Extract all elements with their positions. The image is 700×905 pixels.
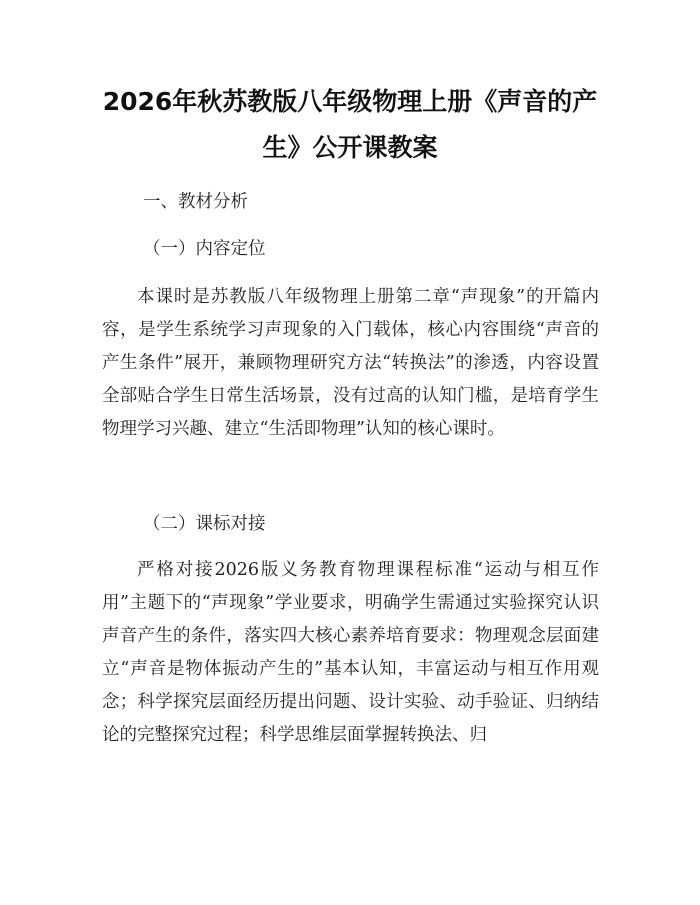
paragraph-content-positioning: 本课时是苏教版八年级物理上册第二章“声现象”的开篇内容，是学生系统学习声现象的入门载体，核心内容围绕“声音的产生条件”展开，兼顾物理研究方法“转换法”的渗透，内容设置全部贴合学生日常生活场景，没有过高的认知门槛，是培育学生物理学习兴趣、建立“生活即物理”认知的核心课时。 (102, 287, 599, 439)
document-title-line-2: 生》公开课教案 (262, 133, 438, 162)
paragraph-curriculum-alignment: 严格对接2026版义务教育物理课程标准“运动与相互作用”主题下的“声现象”学业要求，明确学生需通过实验探究认识声音产生的条件，落实四大核心素养培育要求：物理观念层面建立“声音是物体振动产生的”基本认知，丰富运动与相互作用观念；科学探究层面经历提出问题、设计实验、动手验证、归纳结论的完整探究过程；科学思维层面掌握转换法、归 (102, 560, 599, 745)
document-title-line-1: 2026年秋苏教版八年级物理上册《声音的产 (102, 87, 598, 116)
subsection-heading-content-positioning: （一）内容定位 (143, 239, 266, 259)
subsection-heading-curriculum-alignment: （二）课标对接 (143, 514, 266, 534)
section-heading-textbook-analysis: 一、教材分析 (143, 192, 248, 212)
